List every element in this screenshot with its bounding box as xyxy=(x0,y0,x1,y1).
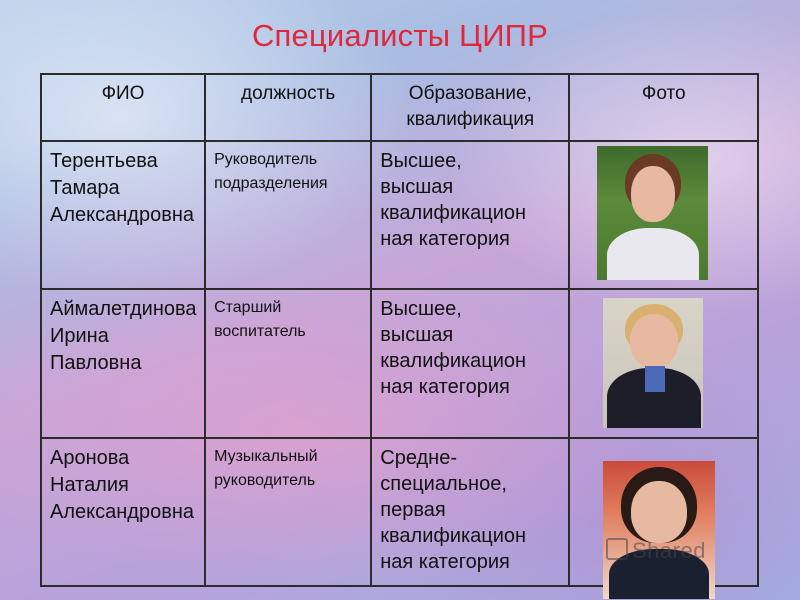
specialists-table xyxy=(40,73,759,587)
cell-photo xyxy=(569,141,758,289)
table-row xyxy=(41,141,758,289)
staff-photo xyxy=(597,146,708,280)
cell-photo xyxy=(569,289,758,437)
table-row xyxy=(41,289,758,437)
header-photo: Фото xyxy=(569,74,758,141)
cell-education: Высшее, высшая квалификацион ная категория xyxy=(371,141,569,289)
staff-photo xyxy=(603,298,703,428)
table-header-row xyxy=(41,74,758,141)
staff-photo xyxy=(603,461,715,599)
watermark: Shared xyxy=(606,538,706,564)
slide-title: Специалисты ЦИПР xyxy=(251,18,549,53)
cell-name: Терентьева Тамара Александровна xyxy=(41,141,205,289)
header-fio: ФИО xyxy=(41,74,205,141)
cell-name: Аймалетдинова Ирина Павловна xyxy=(41,289,205,437)
cell-position: Старший воспитатель xyxy=(205,289,371,437)
cell-education: Средне- специальное, первая квалификацион ная категория xyxy=(371,438,569,586)
header-position: должность xyxy=(205,74,371,141)
cell-position: Руководитель подразделения xyxy=(205,141,371,289)
header-education: Образование, квалификация xyxy=(371,74,569,141)
cell-education: Высшее, высшая квалификацион ная категория xyxy=(371,289,569,437)
slideshare-logo-icon xyxy=(606,538,628,560)
cell-position: Музыкальный руководитель xyxy=(205,438,371,586)
cell-name: Аронова Наталия Александровна xyxy=(41,438,205,586)
